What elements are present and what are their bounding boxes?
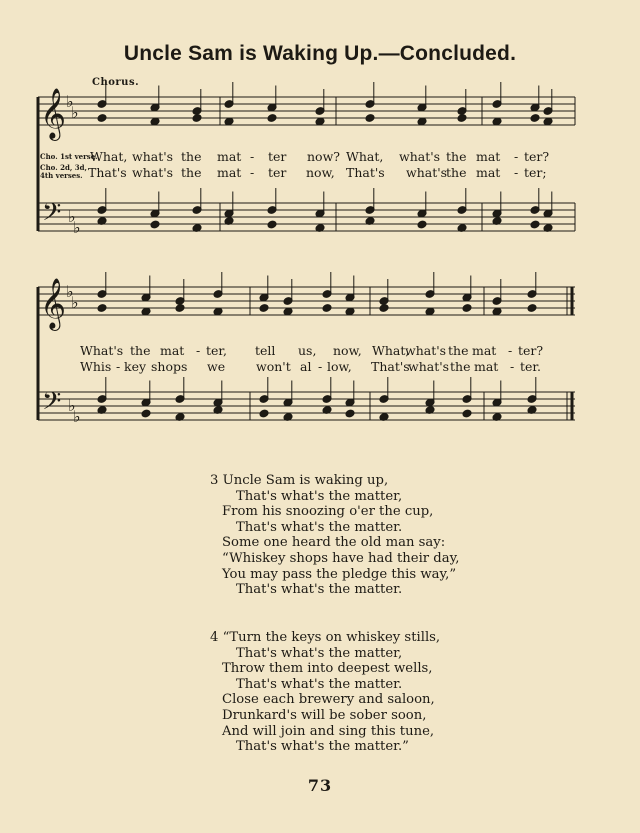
svg-text:♭: ♭ xyxy=(66,92,74,111)
verse-line: And will join and sing this tune, xyxy=(222,723,435,739)
lyric-word: Whis xyxy=(80,359,112,374)
lyric-word: What, xyxy=(90,149,128,164)
verse-number: 4 xyxy=(210,630,219,645)
lyric-word: ter xyxy=(268,165,287,180)
lyric-word: What, xyxy=(372,343,410,358)
lyric-word: what's xyxy=(408,359,450,374)
lyric-word: ter. xyxy=(520,359,541,374)
verse-line: You may pass the pledge this way,” xyxy=(222,566,457,582)
lyric-word: ter xyxy=(268,149,287,164)
verse-line: That's what's the matter. xyxy=(236,519,403,535)
lyric-word: - xyxy=(514,149,519,164)
lyric-word: we xyxy=(207,359,226,374)
lyric-word: what's xyxy=(405,343,447,358)
verse-line: That's what's the matter.” xyxy=(236,739,409,755)
lyric-word: ter, xyxy=(206,343,227,358)
lyric-word: That's xyxy=(371,359,410,374)
lyric-word: mat xyxy=(474,359,499,374)
lyric-word: ter; xyxy=(524,165,547,180)
verse-tag-later-a: Cho. 2d, 3d, xyxy=(40,163,87,172)
lyric-word: the xyxy=(181,165,202,180)
lyric-word: - xyxy=(508,343,513,358)
verse-line: Drunkard's will be sober soon, xyxy=(222,707,427,723)
lyric-word: mat xyxy=(160,343,185,358)
lyric-word: now? xyxy=(307,149,340,164)
svg-text:♭: ♭ xyxy=(73,407,81,426)
lyric-word: the xyxy=(130,343,151,358)
lyric-word: won't xyxy=(256,359,291,374)
verse-line: Some one heard the old man say: xyxy=(222,535,446,551)
verse-line: That's what's the matter, xyxy=(236,645,403,661)
verse-tag-later-b: 4th verses. xyxy=(40,171,83,180)
lyric-word: mat xyxy=(476,149,501,164)
verse-number: 3 xyxy=(210,473,219,488)
svg-text:𝄢: 𝄢 xyxy=(42,198,62,233)
lyric-word: ter? xyxy=(518,343,544,358)
verse-3 xyxy=(210,473,459,598)
lyric-word: the xyxy=(446,165,467,180)
lyric-word: What's xyxy=(80,343,124,358)
verse-tag-first: Cho. 1st verse. xyxy=(40,152,98,161)
svg-text:𝄞: 𝄞 xyxy=(40,278,67,329)
verse-line: 3 Uncle Sam is waking up, xyxy=(210,473,389,488)
lyric-word: what's xyxy=(399,149,441,164)
lyric-word: - xyxy=(514,165,519,180)
lyric-word: what's xyxy=(132,149,174,164)
lyric-word: That's xyxy=(346,165,385,180)
lyric-word: - xyxy=(250,165,255,180)
svg-text:♭: ♭ xyxy=(71,293,79,312)
lyric-word: - xyxy=(250,149,255,164)
verse-line: “Whiskey shops have had their day, xyxy=(222,550,460,566)
verse-line: 4 “Turn the keys on whiskey stills, xyxy=(210,630,441,645)
lyric-word: - xyxy=(510,359,515,374)
lyric-word: the xyxy=(450,359,471,374)
svg-text:♭: ♭ xyxy=(71,103,79,122)
svg-text:♭: ♭ xyxy=(66,282,74,301)
chorus-label: Chorus. xyxy=(92,77,140,88)
lyric-word: - xyxy=(196,343,201,358)
lyric-word: what's xyxy=(132,165,174,180)
lyric-word: ter? xyxy=(524,149,550,164)
lyric-word: mat xyxy=(217,149,242,164)
lyric-word: - xyxy=(116,359,121,374)
lyric-word: the xyxy=(448,343,469,358)
page-number: 73 xyxy=(307,776,333,795)
verse-line: That's what's the matter, xyxy=(236,488,403,504)
lyric-word: us, xyxy=(298,343,317,358)
lyric-word: what's xyxy=(406,165,448,180)
verse-line: Throw them into deepest wells, xyxy=(222,661,433,677)
lyric-word: tell xyxy=(255,343,276,358)
verse-line: That's what's the matter. xyxy=(236,676,403,692)
svg-text:𝄢: 𝄢 xyxy=(42,387,62,422)
lyric-word: mat xyxy=(217,165,242,180)
lyric-word: shops xyxy=(151,359,188,374)
svg-text:♭: ♭ xyxy=(68,396,76,415)
svg-text:𝄞: 𝄞 xyxy=(40,88,67,139)
lyric-word: now, xyxy=(306,165,335,180)
lyric-word: now, xyxy=(333,343,362,358)
lyric-word: mat xyxy=(476,165,501,180)
lyric-word: the xyxy=(181,149,202,164)
svg-text:♭: ♭ xyxy=(73,218,81,237)
verse-line: Close each brewery and saloon, xyxy=(222,692,435,708)
lyric-word: That's xyxy=(88,165,127,180)
lyric-word: key xyxy=(124,359,147,374)
lyric-word: - xyxy=(318,359,323,374)
lyric-word: low, xyxy=(327,359,352,374)
lyric-word: al xyxy=(300,359,312,374)
lyric-word: the xyxy=(446,149,467,164)
verse-4 xyxy=(210,630,440,755)
verse-line: From his snoozing o'er the cup, xyxy=(222,504,434,520)
svg-text:♭: ♭ xyxy=(68,207,76,226)
lyric-word: mat xyxy=(472,343,497,358)
page-title: Uncle Sam is Waking Up.—Concluded. xyxy=(123,42,517,65)
verse-line: That's what's the matter. xyxy=(236,582,403,598)
lyric-word: What, xyxy=(346,149,384,164)
